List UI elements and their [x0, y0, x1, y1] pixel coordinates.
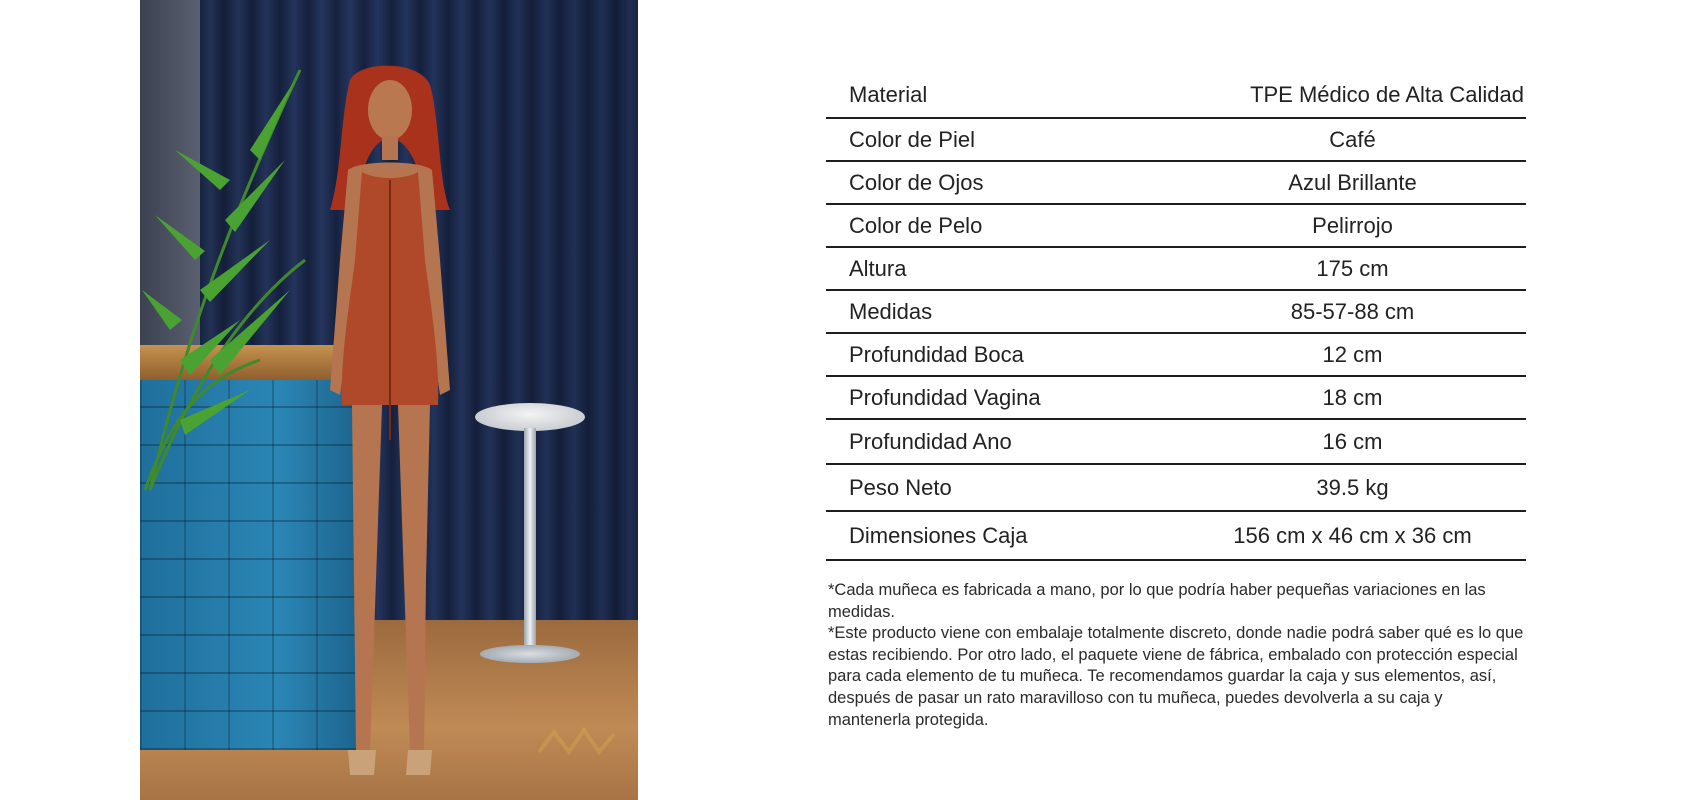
spec-row-vaginal-depth [826, 376, 1526, 419]
bar-stool-base [480, 645, 580, 663]
spec-label: Color de Ojos [849, 169, 984, 195]
spec-label: Color de Piel [849, 126, 975, 152]
model-figure-icon [290, 60, 490, 790]
spec-row-eye-color [826, 161, 1526, 204]
spec-label: Dimensiones Caja [849, 522, 1028, 548]
spec-value: 18 cm [1322, 384, 1383, 410]
handmade-note: *Cada muñeca es fabricada a mano, por lo que podría haber pequeñas variaciones en las medidas. [828, 581, 1486, 621]
spec-row-box-dimensions [826, 511, 1526, 560]
spec-row-height [826, 247, 1526, 290]
spec-label: Altura [849, 255, 907, 281]
product-notes [828, 580, 1528, 731]
spec-label: Profundidad Vagina [849, 384, 1041, 410]
packaging-note: *Este producto viene con embalaje totalmente discreto, donde nadie podrá saber qué es lo que estas recibiendo. Por otro lado, el paquete viene de fábrica, embalado con protección especial para cada elemento de tu muñeca. Te recomendamos guardar la caja y sus elementos, así, después de pasar un rato maravilloso con tu muñeca, puedes devolverla a su caja y mantenerla protegida. [828, 624, 1524, 729]
spec-row-measurements [826, 290, 1526, 333]
product-photo [140, 0, 638, 800]
spec-label: Peso Neto [849, 474, 952, 500]
spec-label: Medidas [849, 298, 933, 324]
spec-label: Profundidad Boca [849, 341, 1024, 367]
spec-value: 39.5 kg [1316, 474, 1389, 500]
spec-row-material [826, 72, 1526, 118]
spec-value: Pelirrojo [1312, 212, 1393, 238]
spec-value: 175 cm [1316, 255, 1389, 281]
spec-row-anal-depth [826, 419, 1526, 464]
brand-logo-icon [534, 722, 624, 762]
spec-value: Azul Brillante [1288, 169, 1417, 195]
spec-value: Café [1329, 126, 1376, 152]
palm-plant-icon [140, 60, 310, 500]
spec-label: Color de Pelo [849, 212, 983, 238]
spec-row-skin-color [826, 118, 1526, 161]
spec-value: 85-57-88 cm [1290, 298, 1415, 324]
spec-table [826, 72, 1526, 561]
spec-value: TPE Médico de Alta Calidad [1250, 81, 1524, 107]
bar-stool-seat [475, 403, 585, 431]
spec-label: Material [849, 81, 928, 107]
bar-stool-pole [524, 428, 536, 648]
spec-value: 16 cm [1322, 428, 1383, 454]
spec-row-mouth-depth [826, 333, 1526, 376]
spec-value: 12 cm [1322, 341, 1383, 367]
spec-value: 156 cm x 46 cm x 36 cm [1233, 522, 1472, 548]
spec-row-net-weight [826, 464, 1526, 511]
spec-table-section [826, 72, 1526, 561]
spec-label: Profundidad Ano [849, 428, 1012, 454]
spec-row-hair-color [826, 204, 1526, 247]
